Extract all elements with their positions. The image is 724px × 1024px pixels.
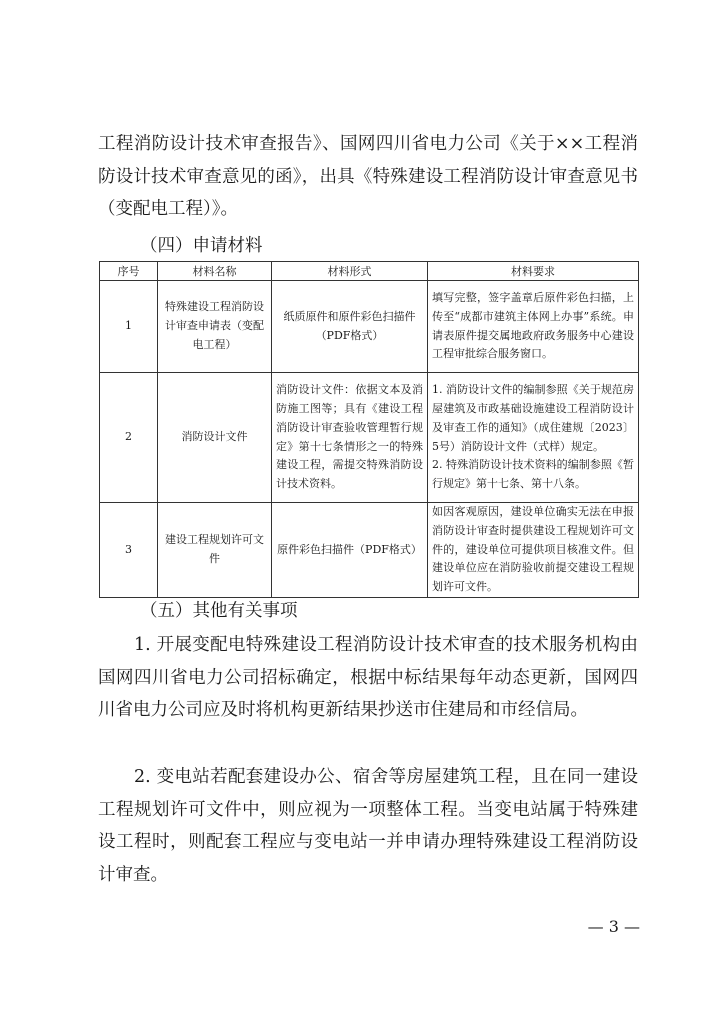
item-two-paragraph: 2. 变电站若配套建设办公、宿舍等房屋建筑工程，且在同一建设工程规划许可文件中，则应视为一项整体工程。当变电站属于特殊建设工程时，则配套工程应与变电站一并申请办理特殊建设工程消防设计审查。: [98, 767, 638, 885]
header-material-form: 材料形式: [272, 262, 428, 281]
row-material-name: 建设工程规划许可文件: [158, 503, 272, 598]
materials-table: [99, 261, 639, 598]
section-four-heading: （四）申请材料: [140, 236, 263, 256]
row-material-requirement: 填写完整，签字盖章后原件彩色扫描，上传至“成都市建筑主体网上办事”系统。申请表原件提交属地政府政务服务中心建设工程审批综合服务窗口。: [428, 281, 639, 373]
intro-paragraph: 工程消防设计技术审查报告》、国网四川省电力公司《关于××工程消防设计技术审查意见的函》，出具《特殊建设工程消防设计审查意见书（变配电工程）》。: [98, 134, 638, 219]
table-row: [100, 503, 639, 598]
row-material-requirement: 如因客观原因，建设单位确实无法在申报消防设计审查时提供建设工程规划许可文件的，建设单位可提供项目核准文件。但建设单位应在消防验收前提交建设工程规划许可文件。: [428, 503, 639, 598]
row-index: 2: [100, 373, 158, 503]
item-one-paragraph: 1. 开展变配电特殊建设工程消防设计技术审查的技术服务机构由国网四川省电力公司招标确定，根据中标结果每年动态更新，国网四川省电力公司应及时将机构更新结果抄送市住建局和市经信局。: [98, 635, 638, 720]
row-material-name: 消防设计文件: [158, 373, 272, 503]
row-material-form: 纸质原件和原件彩色扫描件（PDF格式）: [272, 281, 428, 373]
row-index: 1: [100, 281, 158, 373]
requirement-item-one: 1. 消防设计文件的编制参照《关于规范房屋建筑及市政基础设施建设工程消防设计及审查工作的通知》（成住建规〔2023〕5号）消防设计文件（式样）规定。: [432, 383, 634, 453]
row-material-requirement: [428, 373, 639, 503]
table-header-row: [100, 262, 639, 281]
header-material-name: 材料名称: [158, 262, 272, 281]
requirement-item-two: 2. 特殊消防设计技术资料的编制参照《暂行规定》第十七条、第十八条。: [432, 458, 634, 491]
row-index: 3: [100, 503, 158, 598]
header-index: 序号: [100, 262, 158, 281]
row-material-form: 消防设计文件：依据文本及消防施工图等；具有《建设工程消防设计审查验收管理暂行规定》第十七条情形之一的特殊建设工程，需提交特殊消防设计技术资料。: [272, 373, 428, 503]
row-material-name: 特殊建设工程消防设计审查申请表（变配电工程）: [158, 281, 272, 373]
page-number: — 3 —: [587, 917, 640, 936]
table-row: [100, 373, 639, 503]
header-material-requirement: 材料要求: [428, 262, 639, 281]
section-five-heading: （五）其他有关事项: [140, 601, 298, 621]
table-row: [100, 281, 639, 373]
row-material-form: 原件彩色扫描件（PDF格式）: [272, 503, 428, 598]
